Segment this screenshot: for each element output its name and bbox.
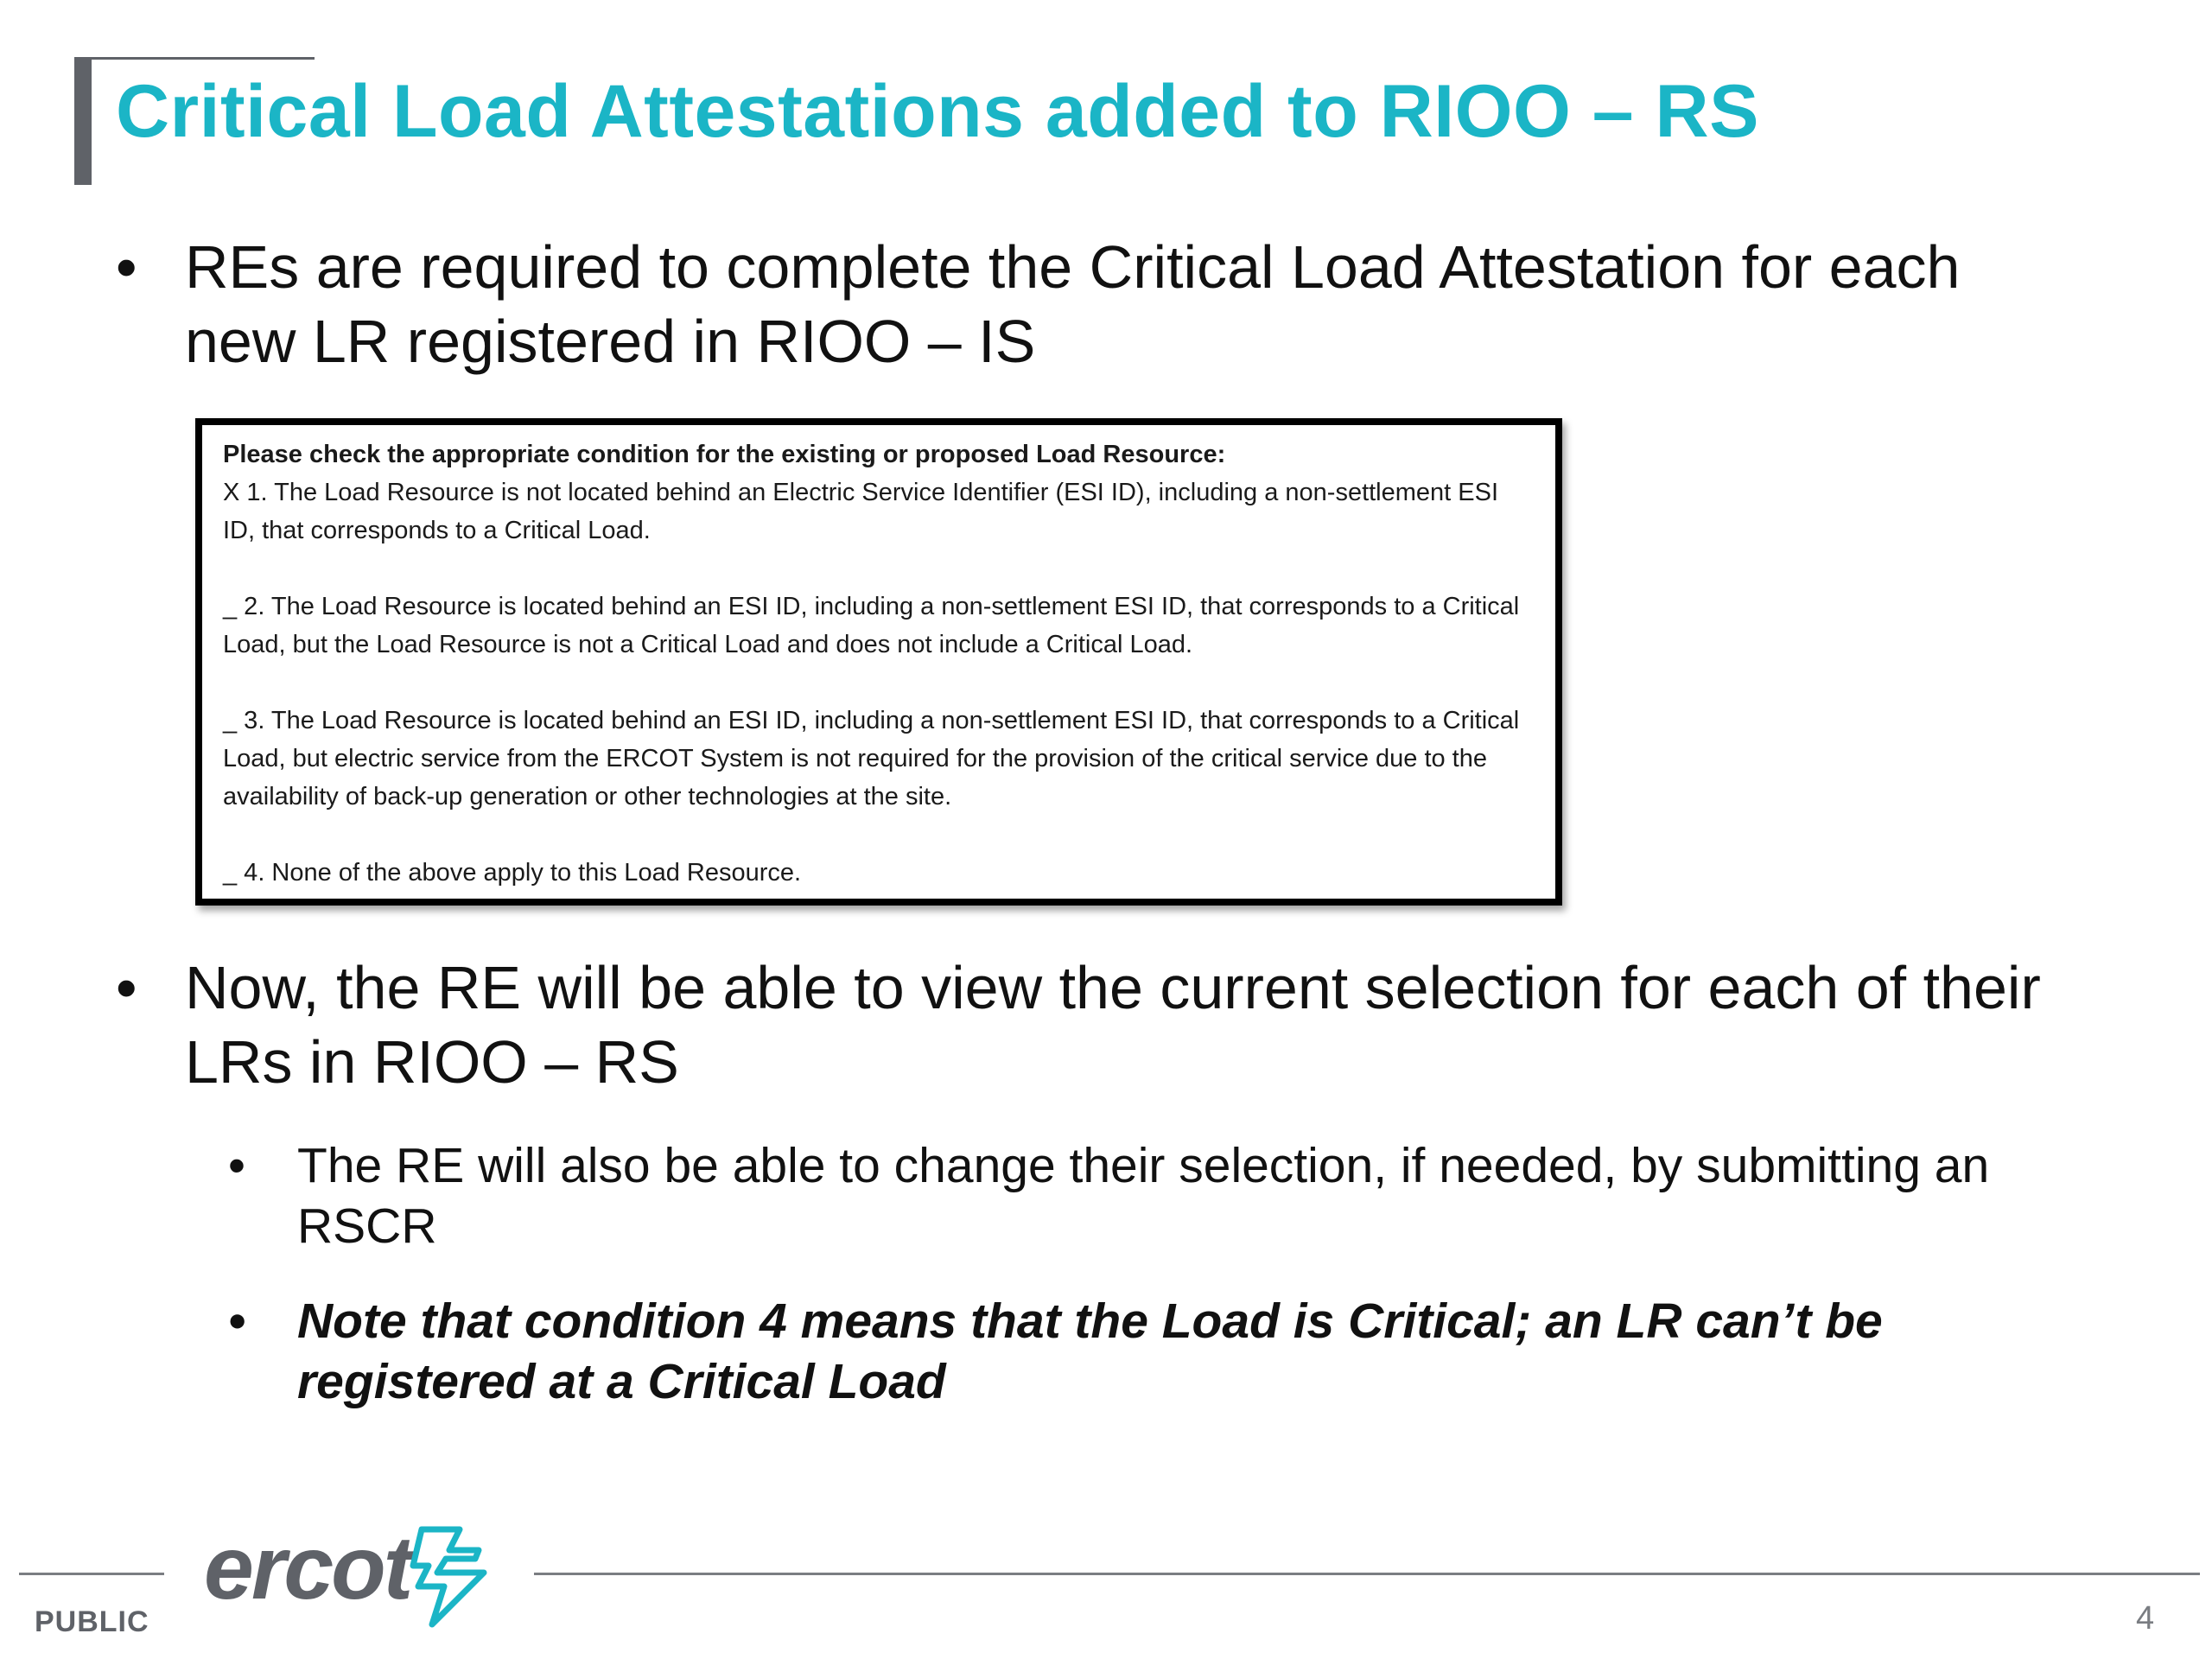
sub-bullet-text: The RE will also be able to change their selection, if needed, by submitting an RSCR bbox=[297, 1138, 1990, 1254]
sub-bullet-item-note bbox=[228, 1291, 2069, 1412]
bullet-item bbox=[116, 950, 2051, 1099]
form-option-3: _ 3. The Load Resource is located behind an ESI ID, including a non-settlement ESI ID, that corresponds to a Critical Load, but electric service from the ERCOT System is not required for the provision of the critical service due to the availability of back-up generation or other technologies at the site. bbox=[223, 707, 1520, 810]
bullet-text: Now, the RE will be able to view the current selection for each of their LRs in RIOO – RS bbox=[185, 954, 2041, 1096]
form-option-4: _ 4. None of the above apply to this Load Resource. bbox=[223, 859, 802, 887]
logo-wordmark: ercot bbox=[204, 1518, 411, 1618]
footer-divider-right bbox=[534, 1573, 2200, 1575]
form-heading: Please check the appropriate condition for the existing or proposed Load Resource: bbox=[223, 441, 1226, 468]
sub-bullet-marker: • bbox=[228, 1138, 245, 1193]
bullet-item bbox=[116, 230, 2051, 378]
ercot-lightning-mark-icon bbox=[406, 1524, 493, 1628]
title-accent-bar bbox=[74, 57, 92, 185]
slide-title: Critical Load Attestations added to RIOO – RS bbox=[116, 70, 1759, 153]
classification-label: PUBLIC bbox=[35, 1605, 149, 1638]
form-option-2: _ 2. The Load Resource is located behind an ESI ID, including a non-settlement ESI ID, that corresponds to a Critical Load, but the Load Resource is not a Critical Load and does not include a Critical Load. bbox=[223, 593, 1520, 658]
footer-divider-left bbox=[19, 1573, 164, 1575]
attestation-form-box bbox=[195, 418, 1562, 906]
bullet-text: REs are required to complete the Critical Load Attestation for each new LR registered in RIOO – IS bbox=[185, 233, 1961, 375]
bullet-marker: • bbox=[116, 954, 137, 1021]
sub-bullet-item bbox=[228, 1135, 2069, 1256]
ercot-logo bbox=[204, 1512, 498, 1633]
page-number: 4 bbox=[2136, 1600, 2155, 1637]
form-option-1: X 1. The Load Resource is not located behind an Electric Service Identifier (ESI ID), including a non-settlement ESI ID, that corresponds to a Critical Load. bbox=[223, 479, 1499, 544]
sub-bullet-marker: • bbox=[228, 1294, 245, 1349]
title-accent-line bbox=[74, 57, 315, 60]
bullet-marker: • bbox=[116, 233, 137, 301]
sub-bullet-text: Note that condition 4 means that the Load is Critical; an LR can’t be registered at a Critical Load bbox=[297, 1294, 1883, 1409]
